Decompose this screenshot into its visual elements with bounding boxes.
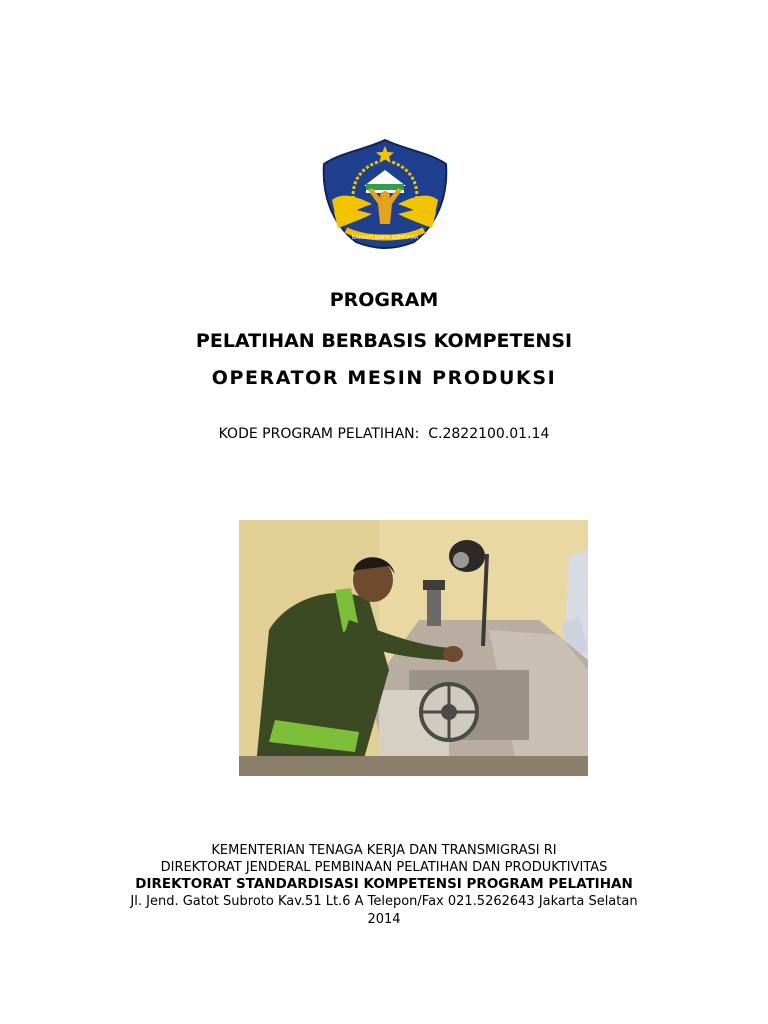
program-code-label: KODE PROGRAM PELATIHAN:: [218, 426, 420, 442]
footer-directorate: DIREKTORAT STANDARDISASI KOMPETENSI PROGRAM PELATIHAN: [135, 876, 633, 892]
ministry-emblem-icon: [316, 134, 454, 252]
program-code: [0, 426, 768, 442]
title-program: PROGRAM: [329, 289, 439, 311]
operator-photo: [239, 520, 588, 776]
logo-motto: BAKARTI KARYA ADHITAMA: [351, 235, 419, 241]
program-code-value: C.2822100.01.14: [428, 426, 550, 442]
ministry-logo: [316, 134, 454, 252]
lathe-operator-photo: [239, 520, 588, 776]
footer-address: Jl. Jend. Gatot Subroto Kav.51 Lt.6 A Telepon/Fax 021.5262643 Jakarta Selatan: [130, 894, 638, 909]
title-operator: OPERATOR MESIN PRODUKSI: [211, 367, 557, 389]
footer-ministry: KEMENTERIAN TENAGA KERJA DAN TRANSMIGRASI RI: [211, 843, 557, 858]
footer-year: 2014: [367, 912, 401, 927]
footer-directorate-general: DIREKTORAT JENDERAL PEMBINAAN PELATIHAN DAN PRODUKTIVITAS: [160, 860, 608, 875]
title-pelatihan: PELATIHAN BERBASIS KOMPETENSI: [195, 330, 573, 352]
